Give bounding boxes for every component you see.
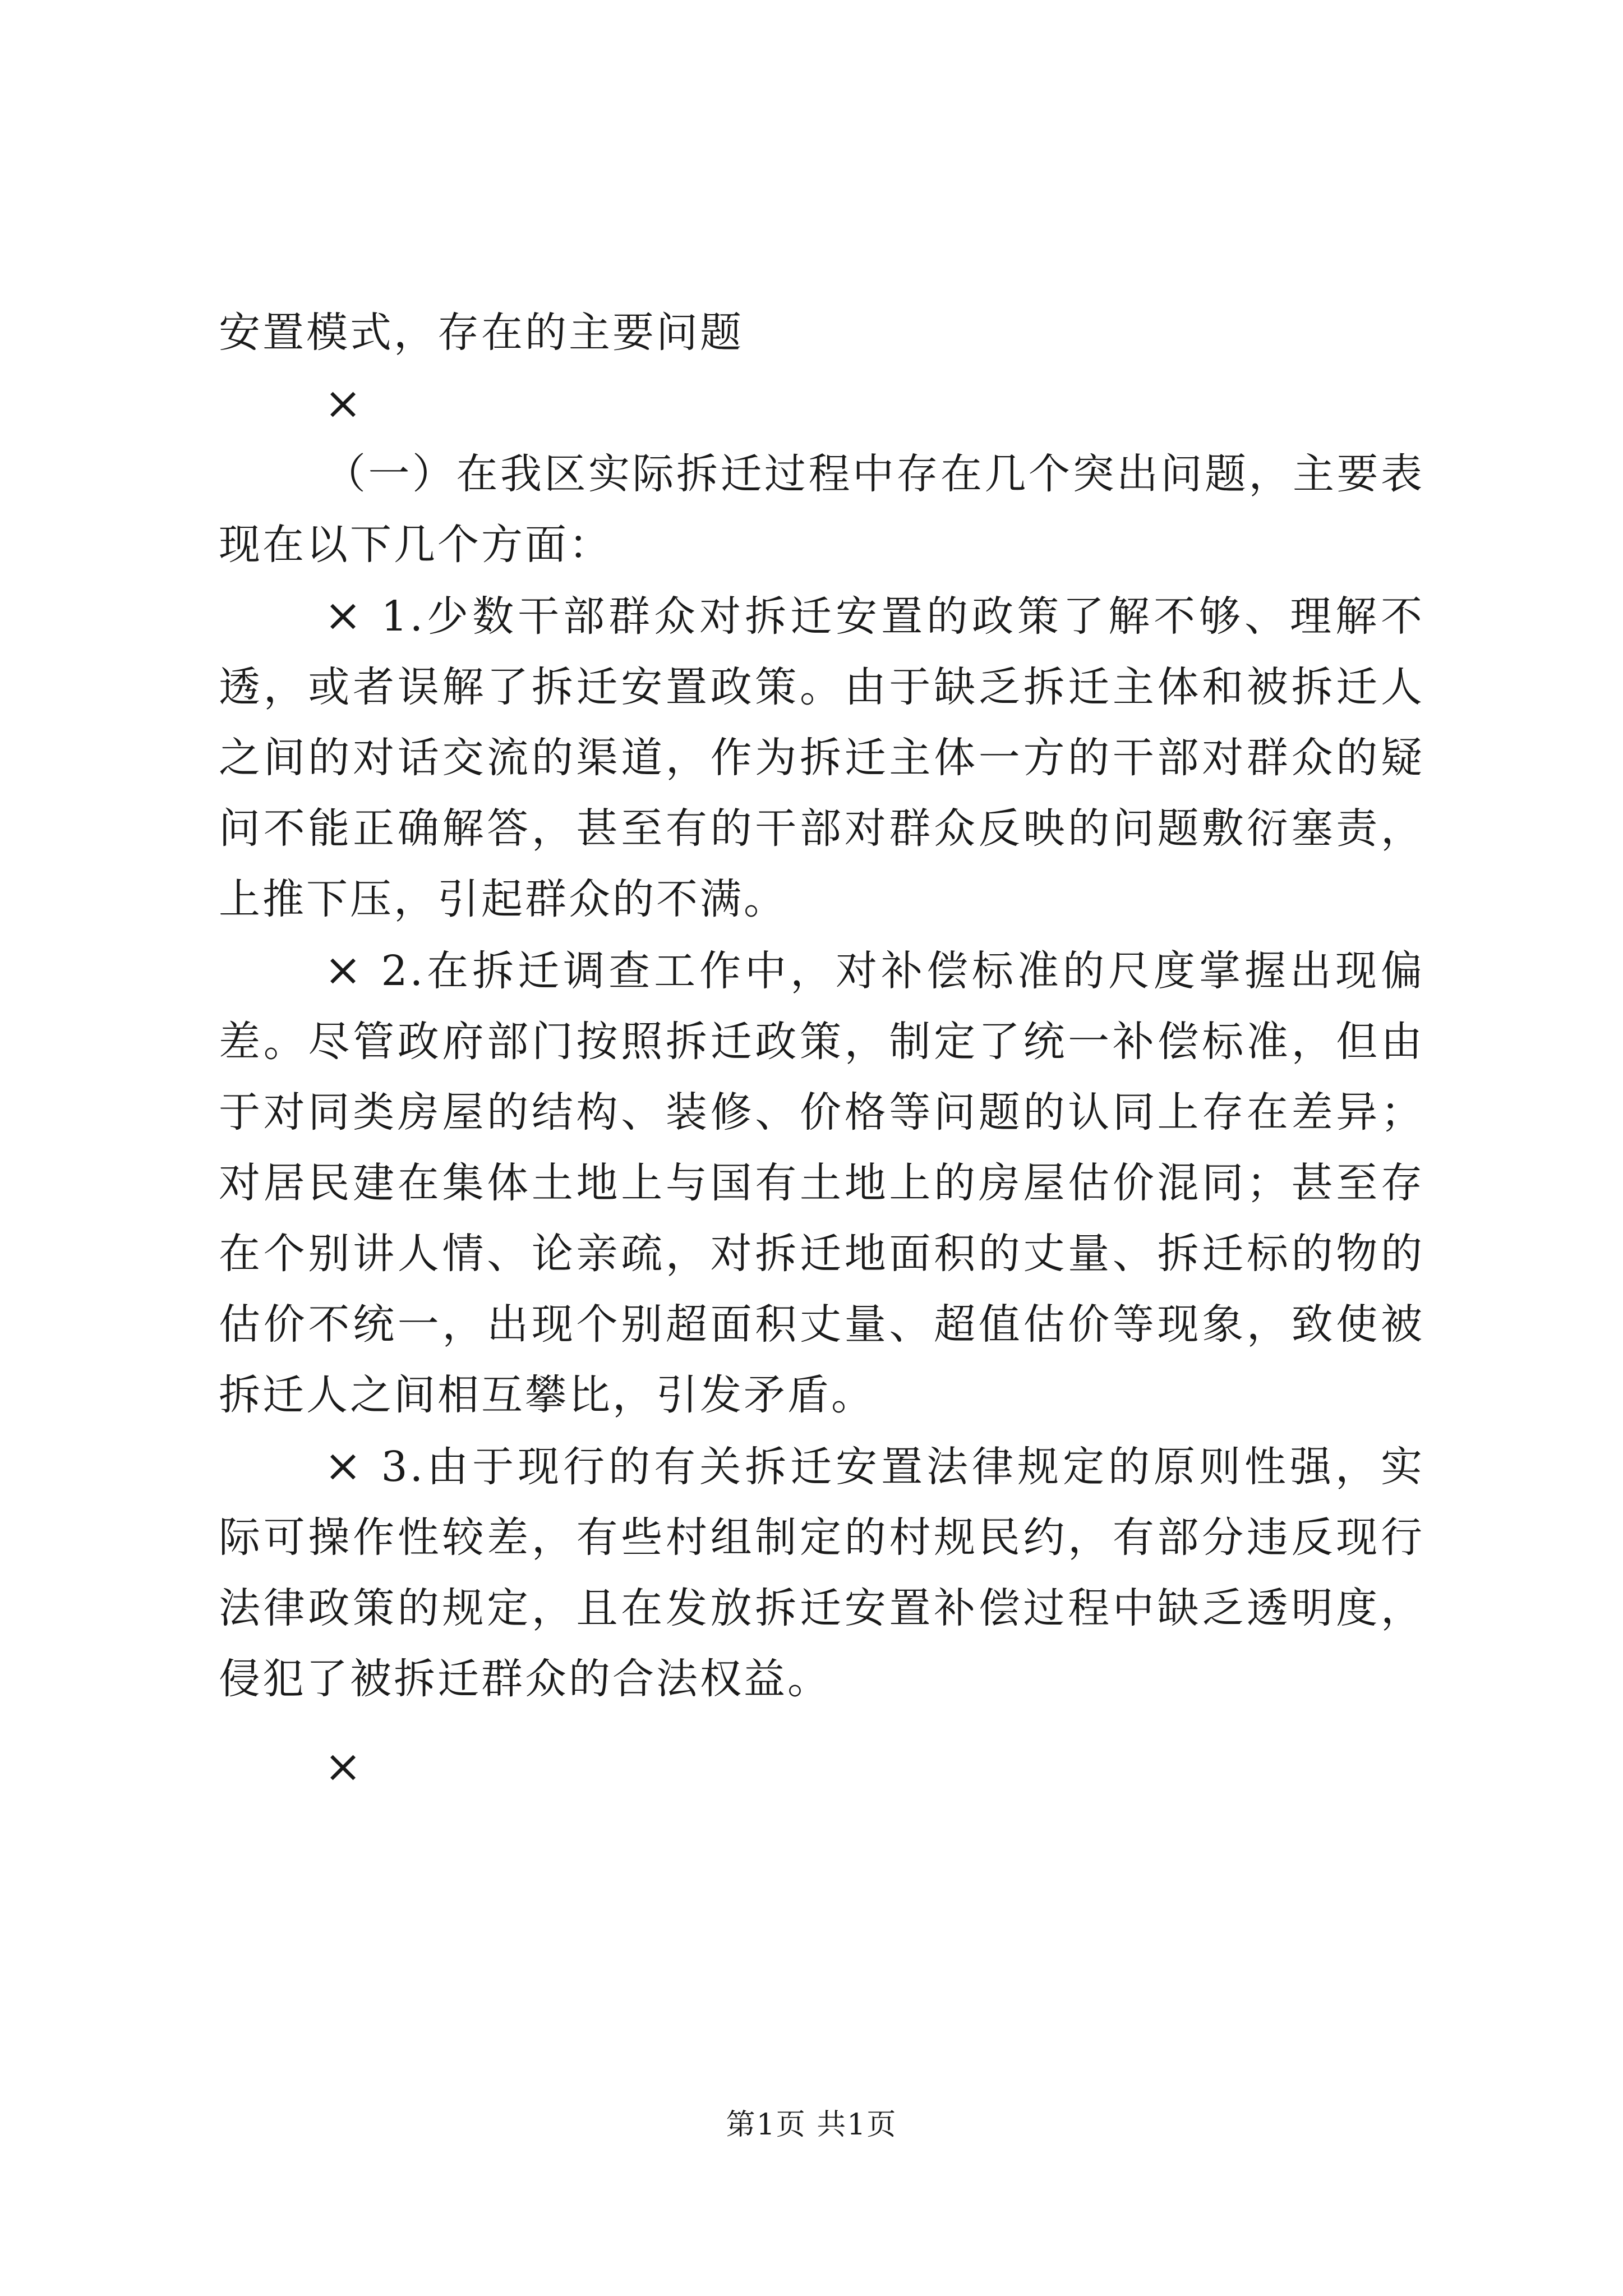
cross-mark-icon: × (324, 1740, 365, 1792)
document-body (219, 297, 1424, 1802)
heading-line: 安置模式，存在的主要问题 (219, 309, 744, 357)
cross-mark-icon: × (324, 589, 365, 641)
end-marker-line (219, 1731, 1424, 1802)
item-text: 2.在拆迁调查工作中，对补偿标准的尺度掌握出现偏差。尽管政府部门按照拆迁政策，制定了统一补偿标准，但由于对同类房屋的结构、装修、价格等问题的认同上存在差异；对居民建在集体土地上与国有土地上的房屋估价混同；甚至存在个别讲人情、论亲疏，对拆迁地面积的丈量、拆迁标的物的估价不统一，出现个别超面积丈量、超值估价等现象，致使被拆迁人之间相互攀比，引发矛盾。 (219, 947, 1424, 1419)
item-paragraph-1 (219, 580, 1424, 935)
intro-paragraph: （一）在我区实际拆迁过程中存在几个突出问题，主要表现在以下几个方面： (219, 450, 1424, 569)
marker-line (219, 368, 1424, 439)
item-text: 3.由于现行的有关拆迁安置法律规定的原则性强，实际可操作性较差，有些村组制定的村规民约，有部分违反现行法律政策的规定，且在发放拆迁安置补偿过程中缺乏透明度，侵犯了被拆迁群众的合法权益。 (219, 1443, 1424, 1703)
item-text: 1.少数干部群众对拆迁安置的政策了解不够、理解不透，或者误解了拆迁安置政策。由于缺乏拆迁主体和被拆迁人之间的对话交流的渠道，作为拆迁主体一方的干部对群众的疑问不能正确解答，甚至有的干部对群众反映的问题敷衍塞责，上推下压，引起群众的不满。 (219, 592, 1424, 923)
page-footer: 第1页 共1页 (726, 2108, 897, 2142)
cross-mark-icon: × (324, 377, 365, 429)
item-paragraph-2 (219, 935, 1424, 1430)
cross-mark-icon: × (324, 944, 365, 996)
item-paragraph-3 (219, 1430, 1424, 1714)
cross-mark-icon: × (324, 1439, 365, 1492)
